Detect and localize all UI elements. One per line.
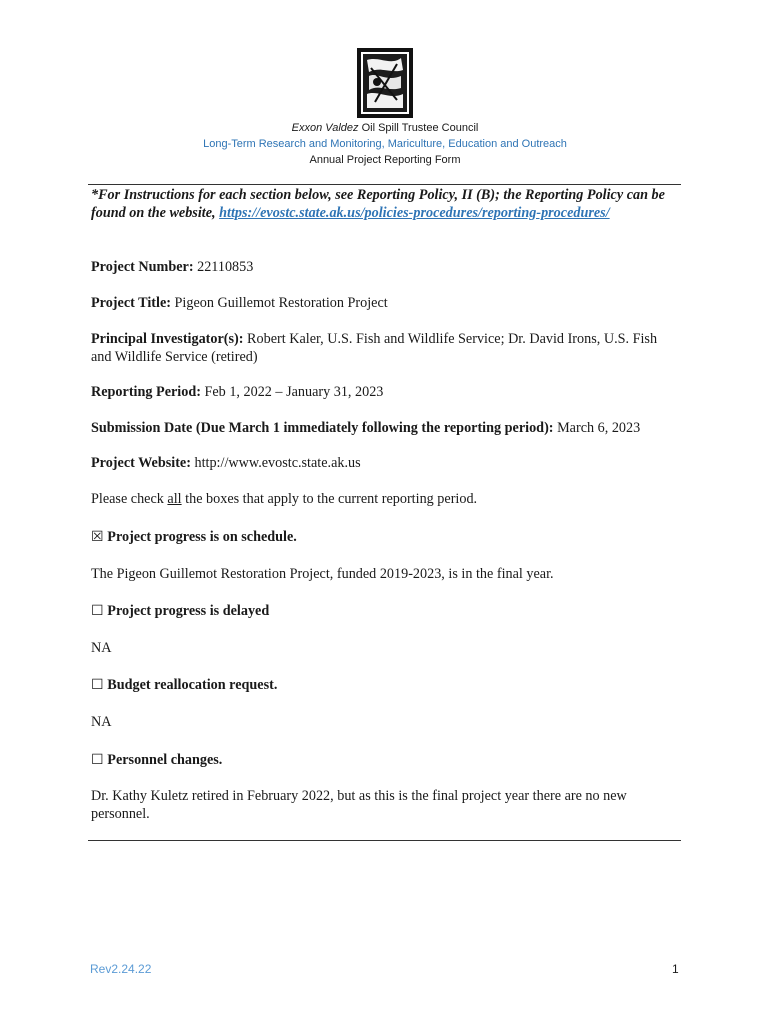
project-number [91,258,691,276]
personnel-label: Personnel changes. [103,752,223,768]
page-number: 1 [672,962,679,976]
principal-investigators [91,330,676,366]
reporting-period [91,383,691,401]
on-schedule-item [91,528,691,546]
budget-label: Budget reallocation request. [103,677,278,693]
on-schedule-body: The Pigeon Guillemot Restoration Project, funded 2019-2023, is in the final year. [91,566,554,582]
reporting-period-value: Feb 1, 2022 – January 31, 2023 [200,384,384,400]
council-name-rest: Oil Spill Trustee Council [358,122,479,134]
bottom-divider [88,840,681,841]
project-title [91,294,691,312]
project-website [91,454,691,472]
check-instructions [91,490,691,508]
instructions-note [91,186,681,222]
check-instructions-all: all [167,491,182,507]
check-instructions-after: the boxes that apply to the current reporting period. [181,491,478,507]
trustee-council-logo [357,48,413,118]
top-divider [88,184,681,185]
personnel-item [91,751,691,769]
project-title-value: Pigeon Guillemot Restoration Project [170,295,388,311]
council-name-italic: Exxon Valdez [291,122,359,134]
project-website-label: Project Website: [91,455,191,471]
project-number-value: 22110853 [193,259,254,275]
personnel-checkbox[interactable]: ☐ [91,752,104,768]
submission-date-label: Submission Date (Due March 1 immediately following the reporting period): [91,420,554,436]
project-title-label: Project Title: [91,295,171,311]
form-title: Annual Project Reporting Form [309,154,461,166]
on-schedule-checkbox[interactable]: ☒ [91,529,104,545]
submission-date [91,419,691,437]
delayed-checkbox[interactable]: ☐ [91,603,104,619]
budget-body: NA [91,714,112,730]
program-name: Long-Term Research and Monitoring, Mariculture, Education and Outreach [203,138,567,150]
project-number-label: Project Number: [91,259,194,275]
council-name [0,122,770,134]
budget-item [91,676,691,694]
delayed-body: NA [91,640,112,656]
pi-label: Principal Investigator(s): [91,331,244,347]
submission-date-value: March 6, 2023 [553,420,641,436]
delayed-label: Project progress is delayed [103,603,270,619]
reporting-period-label: Reporting Period: [91,384,201,400]
pi-value: Robert Kaler, U.S. Fish and Wildlife Service; Dr. David Irons, U.S. Fish and Wildlife Service (retired) [91,331,658,365]
check-instructions-before: Please check [91,491,168,507]
on-schedule-label: Project progress is on schedule. [103,529,297,545]
instructions-text: *For Instructions for each section below, see Reporting Policy, II (B); the Reporting Policy can be found on the website, [91,187,665,221]
budget-checkbox[interactable]: ☐ [91,677,104,693]
personnel-body: Dr. Kathy Kuletz retired in February 2022, but as this is the final project year there are no new personnel. [91,788,627,822]
delayed-item [91,602,691,620]
reporting-policy-link[interactable]: https://evostc.state.ak.us/policies-procedures/reporting-procedures/ [219,205,610,221]
revision-label: Rev2.24.22 [90,962,152,976]
project-website-value: http://www.evostc.state.ak.us [190,455,361,471]
